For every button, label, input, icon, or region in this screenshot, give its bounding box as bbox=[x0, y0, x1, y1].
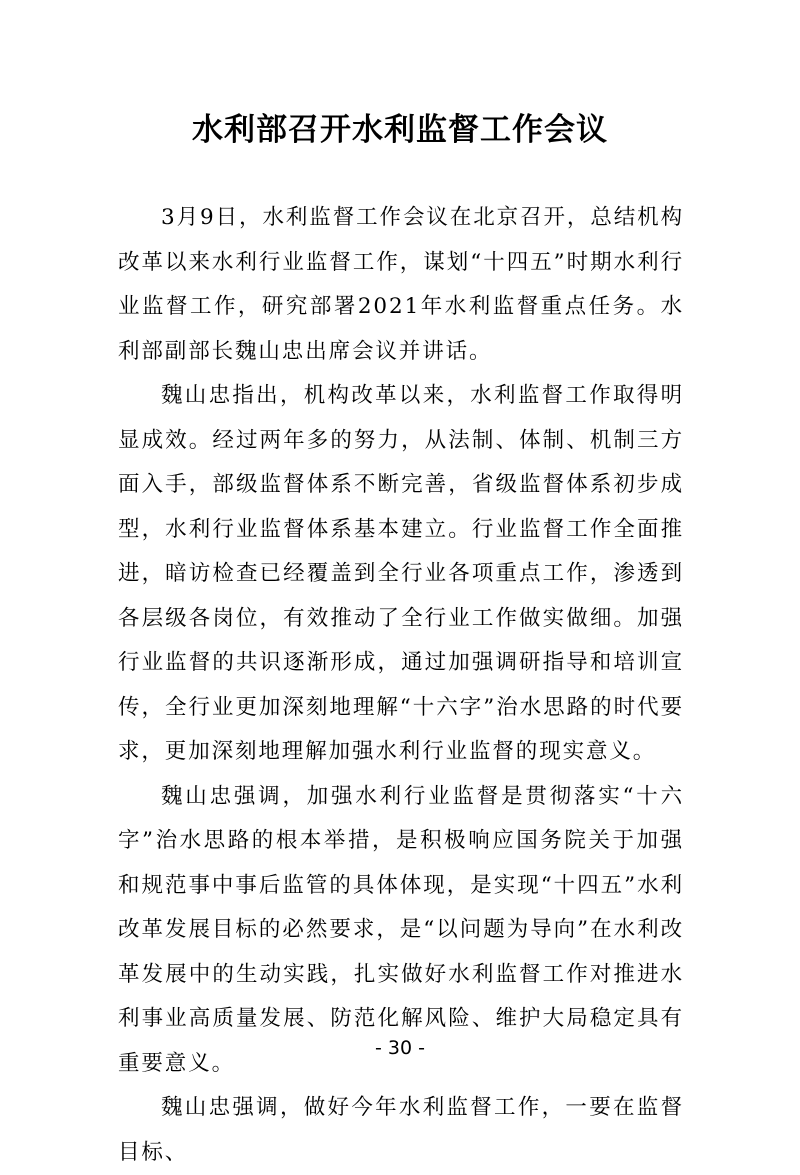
paragraph-1: 3月9日，水利监督工作会议在北京召开，总结机构改革以来水利行业监督工作，谋划“十四五”时期水利行业监督工作，研究部署2021年水利监督重点任务。水利部副部长魏山忠出席会议并讲话。 bbox=[118, 205, 684, 364]
paragraph-3: 魏山忠强调，加强水利行业监督是贯彻落实“十六字”治水思路的根本举措，是积极响应国务院关于加强和规范事中事后监管的具体体现，是实现“十四五”水利改革发展目标的必然要求，是“以问题为导向”在水利改革发展中的生动实践，扎实做好水利监督工作对推进水利事业高质量发展、防范化解风险、维护大局稳定具有重要意义。 bbox=[118, 783, 684, 1076]
document-body bbox=[118, 196, 684, 1175]
document-title: 水利部召开水利监督工作会议 bbox=[192, 112, 608, 148]
paragraph-2: 魏山忠指出，机构改革以来，水利监督工作取得明显成效。经过两年多的努力，从法制、体制、机制三方面入手，部级监督体系不断完善，省级监督体系初步成型，水利行业监督体系基本建立。行业监督工作全面推进，暗访检查已经覆盖到全行业各项重点工作，渗透到各层级各岗位，有效推动了全行业工作做实做细。加强行业监督的共识逐渐形成，通过加强调研指导和培训宣传，全行业更加深刻地理解“十六字”治水思路的时代要求，更加深刻地理解加强水利行业监督的现实意义。 bbox=[118, 383, 684, 764]
page-number: - 30 - bbox=[375, 1037, 425, 1059]
paragraph-4: 魏山忠强调，做好今年水利监督工作，一要在监督目标、 bbox=[118, 1095, 684, 1165]
